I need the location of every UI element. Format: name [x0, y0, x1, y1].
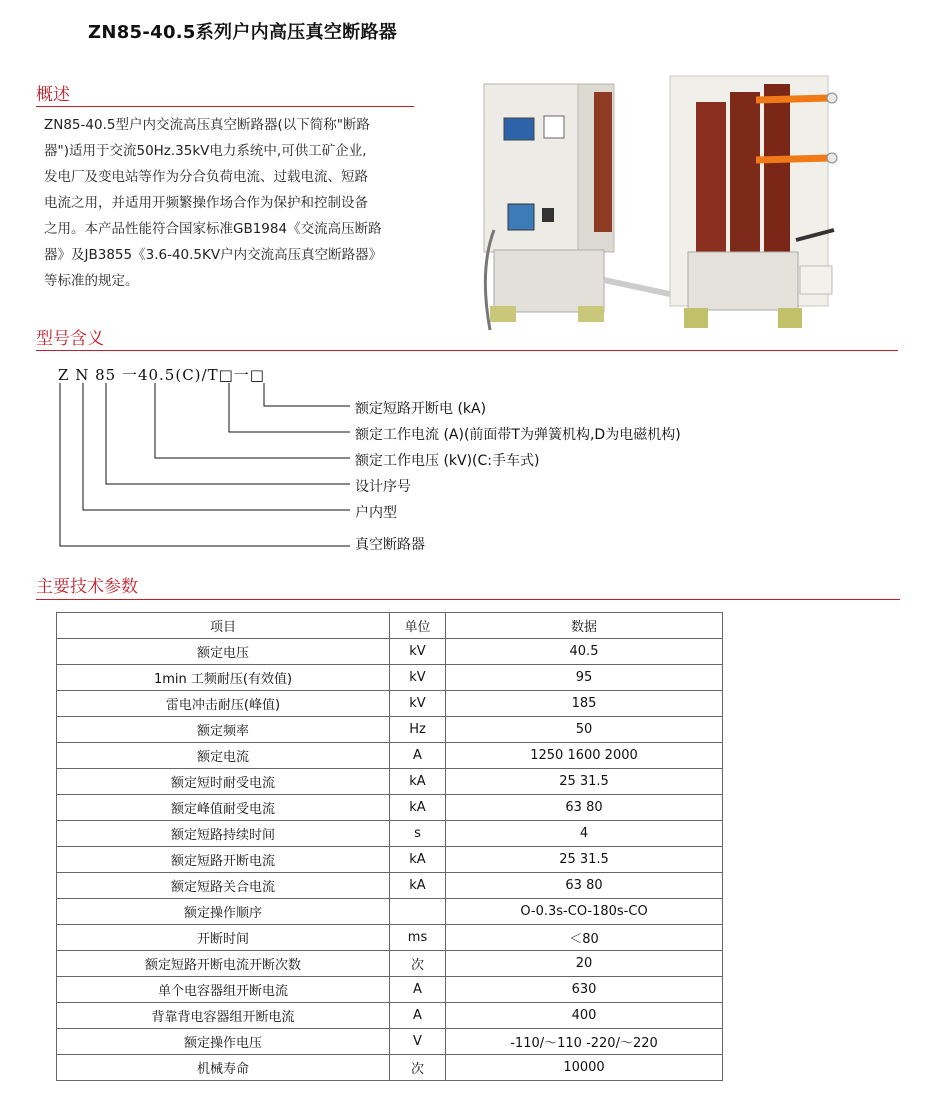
cell-unit [390, 899, 446, 925]
table-row [57, 977, 723, 1003]
overview-heading: 概述 [36, 85, 70, 105]
cell-data: 25 31.5 [446, 847, 723, 873]
leader-line-indoor [83, 383, 350, 510]
cell-unit: kV [390, 639, 446, 665]
table-row [57, 847, 723, 873]
cell-item: 单个电容器组开断电流 [57, 977, 390, 1003]
cell-unit: kA [390, 873, 446, 899]
cell-item: 额定电流 [57, 743, 390, 769]
table-row [57, 821, 723, 847]
table-row [57, 691, 723, 717]
overview-line: 之用。本产品性能符合国家标准GB1984《交流高压断路 [44, 221, 382, 237]
leader-line-working-current [229, 383, 350, 432]
cell-unit: kA [390, 769, 446, 795]
cell-item: 额定短路持续时间 [57, 821, 390, 847]
cell-item: 额定频率 [57, 717, 390, 743]
legend-serial-number: 设计序号 [355, 479, 411, 495]
legend-vacuum-breaker: 真空断路器 [355, 537, 425, 553]
cell-item: 额定短路开断电流 [57, 847, 390, 873]
overview-line: 发电厂及变电站等作为分合负荷电流、过载电流、短路 [44, 169, 368, 185]
table-header-row [57, 613, 723, 639]
cell-item: 开断时间 [57, 925, 390, 951]
cell-unit: kV [390, 691, 446, 717]
table-row [57, 1029, 723, 1055]
params-heading: 主要技术参数 [36, 577, 138, 597]
page-title: ZN85-40.5系列户内高压真空断路器 [88, 22, 398, 43]
cell-item: 额定操作电压 [57, 1029, 390, 1055]
table-row [57, 925, 723, 951]
table-row [57, 1055, 723, 1081]
cell-item: 额定短时耐受电流 [57, 769, 390, 795]
cell-unit: kA [390, 847, 446, 873]
cell-unit: ms [390, 925, 446, 951]
legend-working-voltage: 额定工作电压 (kV)(C:手车式) [355, 453, 540, 469]
overview-line: 等标准的规定。 [44, 273, 139, 289]
table-row [57, 717, 723, 743]
table-row [57, 873, 723, 899]
model-rule [36, 350, 898, 351]
cell-unit: 次 [390, 951, 446, 977]
leader-line-vacuum [60, 383, 350, 546]
cell-data: 4 [446, 821, 723, 847]
cell-data: 20 [446, 951, 723, 977]
header-data: 数据 [446, 613, 723, 639]
table-row [57, 1003, 723, 1029]
cell-item: 额定电压 [57, 639, 390, 665]
cell-unit: kV [390, 665, 446, 691]
cell-data: 50 [446, 717, 723, 743]
legend-indoor: 户内型 [355, 505, 397, 521]
table-row [57, 769, 723, 795]
params-rule [36, 599, 900, 600]
cell-item: 额定峰值耐受电流 [57, 795, 390, 821]
leader-line-working-voltage [155, 383, 350, 458]
cell-data: 63 80 [446, 873, 723, 899]
cell-item: 机械寿命 [57, 1055, 390, 1081]
product-image [474, 70, 910, 340]
legend-working-current: 额定工作电流 (A)(前面带T为弹簧机构,D为电磁机构) [355, 427, 681, 443]
leader-line-serial [106, 383, 350, 484]
cell-unit: kA [390, 795, 446, 821]
cell-item: 额定短路关合电流 [57, 873, 390, 899]
header-unit: 单位 [390, 613, 446, 639]
cell-item: 额定操作顺序 [57, 899, 390, 925]
cell-data: 185 [446, 691, 723, 717]
cell-data: 63 80 [446, 795, 723, 821]
cell-data: -110/～110 -220/～220 [446, 1029, 723, 1055]
model-heading: 型号含义 [36, 329, 104, 349]
cell-item: 雷电冲击耐压(峰值) [57, 691, 390, 717]
model-code: Z N 85 一40.5(C)/T□一□ [58, 366, 265, 384]
cell-data: 630 [446, 977, 723, 1003]
header-item: 项目 [57, 613, 390, 639]
cell-data: 25 31.5 [446, 769, 723, 795]
table-row [57, 899, 723, 925]
table-row [57, 743, 723, 769]
overview-line: 器》及JB3855《3.6-40.5KV户内交流高压真空断路器》 [44, 247, 383, 263]
table-row [57, 795, 723, 821]
cell-data: 95 [446, 665, 723, 691]
cell-data: O-0.3s-CO-180s-CO [446, 899, 723, 925]
cell-unit: s [390, 821, 446, 847]
cell-unit: 次 [390, 1055, 446, 1081]
cell-data: ＜80 [446, 925, 723, 951]
cell-data: 40.5 [446, 639, 723, 665]
cell-unit: A [390, 977, 446, 1003]
cell-data: 1250 1600 2000 [446, 743, 723, 769]
cell-item: 背靠背电容器组开断电流 [57, 1003, 390, 1029]
leader-line-breaking-current [264, 383, 350, 406]
cell-unit: V [390, 1029, 446, 1055]
cell-item: 额定短路开断电流开断次数 [57, 951, 390, 977]
table-row [57, 665, 723, 691]
cell-data: 10000 [446, 1055, 723, 1081]
overview-rule [36, 106, 414, 107]
overview-line: 电流之用，并适用开频繁操作场合作为保护和控制设备 [44, 195, 368, 211]
cell-unit: A [390, 743, 446, 769]
overview-line: 器")适用于交流50Hz.35kV电力系统中,可供工矿企业, [44, 143, 367, 159]
cell-data: 400 [446, 1003, 723, 1029]
cell-item: 1min 工频耐压(有效值) [57, 665, 390, 691]
overview-line: ZN85-40.5型户内交流高压真空断路器(以下简称"断路 [44, 117, 370, 133]
cell-unit: A [390, 1003, 446, 1029]
legend-breaking-current: 额定短路开断电 (kA) [355, 401, 487, 417]
table-row [57, 951, 723, 977]
spec-table [56, 612, 723, 1081]
overview-text [44, 112, 432, 294]
cell-unit: Hz [390, 717, 446, 743]
table-row [57, 639, 723, 665]
